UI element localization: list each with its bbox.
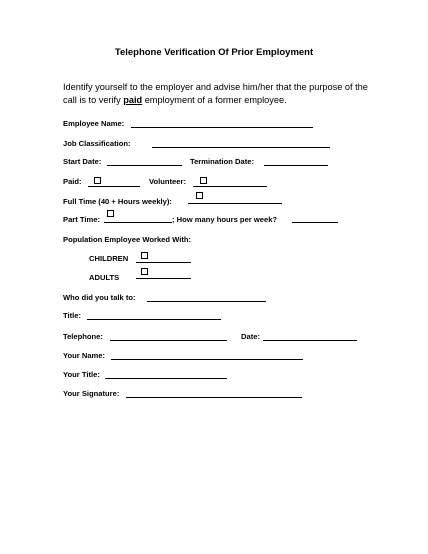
children-field[interactable] — [136, 262, 191, 263]
your-title-label: Your Title: — [63, 370, 100, 379]
paid-field[interactable] — [88, 186, 140, 187]
part-time-field[interactable] — [104, 222, 172, 223]
your-signature-field[interactable] — [126, 397, 302, 398]
volunteer-label: Volunteer: — [149, 177, 186, 186]
start-date-field[interactable] — [107, 165, 182, 166]
your-name-field[interactable] — [111, 359, 303, 360]
full-time-field[interactable] — [188, 203, 282, 204]
adults-checkbox[interactable] — [141, 268, 148, 275]
who-talked-field[interactable] — [147, 301, 266, 302]
part-time-checkbox[interactable] — [107, 210, 114, 217]
who-talked-label: Who did you talk to: — [63, 293, 136, 302]
page-title: Telephone Verification Of Prior Employment — [114, 47, 314, 58]
children-checkbox[interactable] — [141, 252, 148, 259]
termination-date-field[interactable] — [264, 165, 328, 166]
telephone-label: Telephone: — [63, 332, 103, 341]
adults-field[interactable] — [136, 278, 191, 279]
your-signature-label: Your Signature: — [63, 389, 120, 398]
start-date-label: Start Date: — [63, 157, 102, 166]
intro-emphasis-paid: paid — [123, 94, 143, 105]
paid-checkbox[interactable] — [94, 177, 101, 184]
volunteer-field[interactable] — [193, 186, 267, 187]
intro-text-after: employment of a former employee. — [142, 94, 287, 105]
paid-label: Paid: — [63, 177, 82, 186]
population-label: Population Employee Worked With: — [63, 235, 192, 244]
hours-per-week-label: ; How many hours per week? — [172, 215, 278, 224]
telephone-field[interactable] — [110, 340, 227, 341]
your-name-label: Your Name: — [63, 351, 106, 360]
hours-per-week-field[interactable] — [292, 222, 338, 223]
volunteer-checkbox[interactable] — [200, 177, 207, 184]
full-time-checkbox[interactable] — [196, 192, 203, 199]
employee-name-field[interactable] — [131, 127, 313, 128]
part-time-label: Part Time: — [63, 215, 100, 224]
intro-text-before: Identify yourself to the employer and advise him/her that the purpose of the call is to verify — [63, 82, 368, 105]
adults-label: ADULTS — [89, 273, 120, 282]
your-title-field[interactable] — [105, 378, 227, 379]
job-classification-field[interactable] — [152, 147, 330, 148]
employee-name-label: Employee Name: — [63, 119, 125, 128]
contact-title-field[interactable] — [87, 319, 221, 320]
intro-paragraph — [63, 81, 383, 106]
contact-title-label: Title: — [63, 311, 82, 320]
termination-date-label: Termination Date: — [190, 157, 254, 166]
job-classification-label: Job Classification: — [63, 139, 131, 148]
children-label: CHILDREN — [89, 254, 129, 263]
full-time-label: Full Time (40 + Hours weekly): — [63, 197, 172, 206]
date-field[interactable] — [263, 340, 357, 341]
date-label: Date: — [241, 332, 260, 341]
